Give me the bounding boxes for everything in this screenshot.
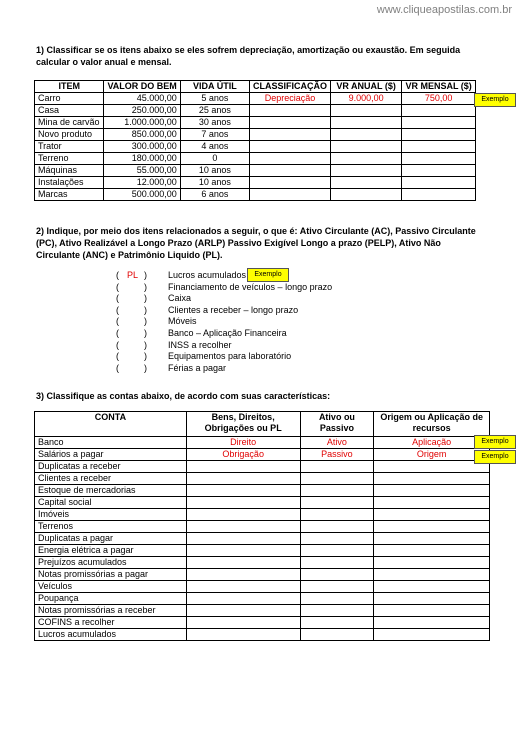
table-cell <box>300 617 374 629</box>
open-paren: ( <box>116 339 119 350</box>
open-paren: ( <box>116 293 119 304</box>
close-paren: ) <box>144 316 147 327</box>
table-row <box>35 117 476 129</box>
table-cell <box>249 117 330 129</box>
table-cell: Clientes a receber <box>35 473 187 485</box>
table-cell: Mina de carvão <box>35 117 104 129</box>
table-cell <box>300 557 374 569</box>
header-item: ITEM <box>35 81 104 93</box>
close-paren: ) <box>144 339 147 350</box>
table-cell: Notas promissórias a receber <box>35 605 187 617</box>
table-cell <box>300 581 374 593</box>
accounts-table <box>34 411 490 641</box>
table-cell: Aplicação <box>374 437 490 449</box>
table-cell <box>402 153 476 165</box>
table-row <box>35 605 490 617</box>
table-cell: 4 anos <box>180 141 249 153</box>
close-paren: ) <box>144 293 147 304</box>
table-row <box>35 533 490 545</box>
table-cell <box>300 485 374 497</box>
table-cell: Terrenos <box>35 521 187 533</box>
table-cell: Casa <box>35 105 104 117</box>
table-cell <box>330 177 401 189</box>
close-paren: ) <box>144 362 147 373</box>
header-bens: Bens, Direitos, Obrigações ou PL <box>186 412 300 437</box>
table-cell: Imóveis <box>35 509 187 521</box>
table-cell <box>186 461 300 473</box>
site-url: www.cliqueapostilas.com.br <box>376 4 512 16</box>
table-cell <box>374 593 490 605</box>
table-cell <box>402 189 476 201</box>
table-cell: 500.000,00 <box>104 189 180 201</box>
table-cell: 9.000,00 <box>330 93 401 105</box>
table-cell <box>300 497 374 509</box>
table-row <box>35 509 490 521</box>
table-cell: Energia elétrica a pagar <box>35 545 187 557</box>
table-cell: Marcas <box>35 189 104 201</box>
item-label: INSS a recolher <box>168 339 232 350</box>
table-cell: Notas promissórias a pagar <box>35 569 187 581</box>
table-cell: Poupança <box>35 593 187 605</box>
table-cell <box>186 509 300 521</box>
table-cell: 5 anos <box>180 93 249 105</box>
depreciation-table <box>34 80 476 201</box>
table-row <box>35 129 476 141</box>
table-row <box>35 497 490 509</box>
table-row <box>35 165 476 177</box>
table-cell: Instalações <box>35 177 104 189</box>
close-paren: ) <box>144 327 147 338</box>
table-cell <box>374 521 490 533</box>
table-cell: 750,00 <box>402 93 476 105</box>
table-cell <box>300 473 374 485</box>
table-cell <box>330 105 401 117</box>
close-paren: ) <box>144 351 147 362</box>
open-paren: ( <box>116 270 119 280</box>
table-cell <box>249 189 330 201</box>
table-cell <box>300 545 374 557</box>
table-row <box>35 449 490 461</box>
table-cell <box>402 129 476 141</box>
table-cell <box>374 485 490 497</box>
item-label: Lucros acumulados <box>168 270 247 280</box>
table-row <box>35 141 476 153</box>
table-cell: Terreno <box>35 153 104 165</box>
table-cell: 10 anos <box>180 177 249 189</box>
table-cell <box>300 569 374 581</box>
table-cell <box>186 593 300 605</box>
table-cell: Carro <box>35 93 104 105</box>
table-cell <box>402 165 476 177</box>
table-cell <box>374 545 490 557</box>
table-cell <box>186 605 300 617</box>
table-cell: Máquinas <box>35 165 104 177</box>
table-cell <box>186 569 300 581</box>
answer-value: PL <box>127 270 139 280</box>
header-origem: Origem ou Aplicação de recursos <box>374 412 490 437</box>
table-cell <box>300 533 374 545</box>
open-paren: ( <box>116 316 119 327</box>
table-cell: COFINS a recolher <box>35 617 187 629</box>
table-cell <box>186 521 300 533</box>
table-cell <box>300 605 374 617</box>
table-cell: 12.000,00 <box>104 177 180 189</box>
table-cell: Duplicatas a pagar <box>35 533 187 545</box>
table-row <box>35 105 476 117</box>
header-anual: VR ANUAL ($) <box>330 81 401 93</box>
header-mensal: VR MENSAL ($) <box>402 81 476 93</box>
table-cell <box>249 141 330 153</box>
table-cell: 300.000,00 <box>104 141 180 153</box>
table-cell <box>402 117 476 129</box>
table-cell: 25 anos <box>180 105 249 117</box>
table-cell: 30 anos <box>180 117 249 129</box>
item-label: Equipamentos para laboratório <box>168 351 292 362</box>
table-cell: Obrigação <box>186 449 300 461</box>
table-cell: Lucros acumulados <box>35 629 187 641</box>
table-cell <box>186 473 300 485</box>
table-cell <box>249 165 330 177</box>
question-3-text: 3) Classifique as contas abaixo, de acordo com suas características: <box>36 391 331 401</box>
table-cell: 850.000,00 <box>104 129 180 141</box>
example-tag-q3-row2: Exemplo <box>474 450 516 464</box>
table-cell <box>374 461 490 473</box>
table-cell <box>300 461 374 473</box>
item-label: Caixa <box>168 293 192 304</box>
table-row <box>35 189 476 201</box>
item-label: Banco – Aplicação Financeira <box>168 327 287 338</box>
example-tag-q3-row1: Exemplo <box>474 435 516 449</box>
table-row <box>35 581 490 593</box>
header-ativo-passivo: Ativo ou Passivo <box>300 412 374 437</box>
table-cell: Trator <box>35 141 104 153</box>
table-cell: Depreciação <box>249 93 330 105</box>
item-label: Férias a pagar <box>168 362 227 373</box>
table-cell <box>374 569 490 581</box>
table-cell <box>374 533 490 545</box>
table-row <box>35 521 490 533</box>
table-cell <box>300 629 374 641</box>
close-paren: ) <box>144 270 147 280</box>
table-cell: Ativo <box>300 437 374 449</box>
table-cell: Direito <box>186 437 300 449</box>
header-classificacao: CLASSIFICAÇÃO <box>249 81 330 93</box>
table-cell: Veículos <box>35 581 187 593</box>
open-paren: ( <box>116 304 119 315</box>
table-cell <box>249 177 330 189</box>
table-row <box>35 569 490 581</box>
item-label: Clientes a receber – longo prazo <box>168 304 299 315</box>
table-cell: 1.000.000,00 <box>104 117 180 129</box>
table-header-row <box>35 81 476 93</box>
table-cell <box>186 617 300 629</box>
item-label: Móveis <box>168 316 197 327</box>
table-row <box>35 617 490 629</box>
table-row <box>35 629 490 641</box>
table-cell <box>374 629 490 641</box>
question-2-text: 2) Indique, por meio dos itens relacionados a seguir, o que é: Ativo Circulante (AC), Passivo Circulante (PC), Ativo Realizável a Longo Prazo (ARLP) Passivo Exigível Longo a prazo (PELP), Ativo Não Circulante (ANC) e Patrimônio Liquido (PL). <box>36 226 476 260</box>
table-row <box>35 153 476 165</box>
table-cell <box>330 117 401 129</box>
table-cell: Capital social <box>35 497 187 509</box>
table-row <box>35 437 490 449</box>
table-cell <box>330 141 401 153</box>
table-cell: Banco <box>35 437 187 449</box>
table-cell: Salários a pagar <box>35 449 187 461</box>
table-row <box>35 545 490 557</box>
table-cell <box>402 177 476 189</box>
table-header-row <box>35 412 490 437</box>
table-row <box>35 557 490 569</box>
table-cell <box>374 557 490 569</box>
table-cell <box>374 509 490 521</box>
table-cell: Prejuízos acumulados <box>35 557 187 569</box>
table-cell <box>186 533 300 545</box>
table-cell <box>374 497 490 509</box>
header-conta: CONTA <box>35 412 187 437</box>
table-cell <box>374 581 490 593</box>
table-cell <box>300 509 374 521</box>
table-cell <box>186 485 300 497</box>
table-row <box>35 93 476 105</box>
table-cell <box>374 473 490 485</box>
item-label: Financiamento de veículos – longo prazo <box>168 281 333 292</box>
table-cell <box>300 593 374 605</box>
table-cell <box>374 605 490 617</box>
table-cell: Duplicatas a receber <box>35 461 187 473</box>
table-cell: 250.000,00 <box>104 105 180 117</box>
table-row <box>35 461 490 473</box>
table-cell <box>249 129 330 141</box>
table-cell <box>330 189 401 201</box>
example-tag-q2: Exemplo <box>247 268 289 282</box>
table-cell <box>186 497 300 509</box>
table-cell <box>300 521 374 533</box>
table-cell <box>249 105 330 117</box>
close-paren: ) <box>144 281 147 292</box>
table-cell: 55.000,00 <box>104 165 180 177</box>
table-row <box>35 473 490 485</box>
table-cell <box>186 545 300 557</box>
table-cell <box>402 105 476 117</box>
question-1-text: 1) Classificar se os itens abaixo se eles sofrem depreciação, amortização ou exaustão. Em seguida calcular o valor anual e mensal. <box>36 45 461 67</box>
table-cell <box>402 141 476 153</box>
table-row <box>35 593 490 605</box>
table-row <box>35 177 476 189</box>
table-cell: 10 anos <box>180 165 249 177</box>
open-paren: ( <box>116 281 119 292</box>
open-paren: ( <box>116 327 119 338</box>
close-paren: ) <box>144 304 147 315</box>
table-cell: Passivo <box>300 449 374 461</box>
table-cell <box>186 629 300 641</box>
table-cell <box>330 165 401 177</box>
table-cell <box>186 581 300 593</box>
table-cell: Estoque de mercadorias <box>35 485 187 497</box>
header-valor: VALOR DO BEM <box>104 81 180 93</box>
open-paren: ( <box>116 362 119 373</box>
table-cell <box>330 129 401 141</box>
table-cell <box>330 153 401 165</box>
table-cell: 0 <box>180 153 249 165</box>
table-row <box>35 485 490 497</box>
table-cell <box>249 153 330 165</box>
table-cell: Origem <box>374 449 490 461</box>
table-cell: Novo produto <box>35 129 104 141</box>
table-cell: 7 anos <box>180 129 249 141</box>
table-cell <box>186 557 300 569</box>
open-paren: ( <box>116 351 119 362</box>
header-vida: VIDA ÚTIL <box>180 81 249 93</box>
table-cell: 45.000,00 <box>104 93 180 105</box>
table-cell: 180.000,00 <box>104 153 180 165</box>
example-tag-q1: Exemplo <box>474 93 516 107</box>
table-cell <box>374 617 490 629</box>
table-cell: 6 anos <box>180 189 249 201</box>
